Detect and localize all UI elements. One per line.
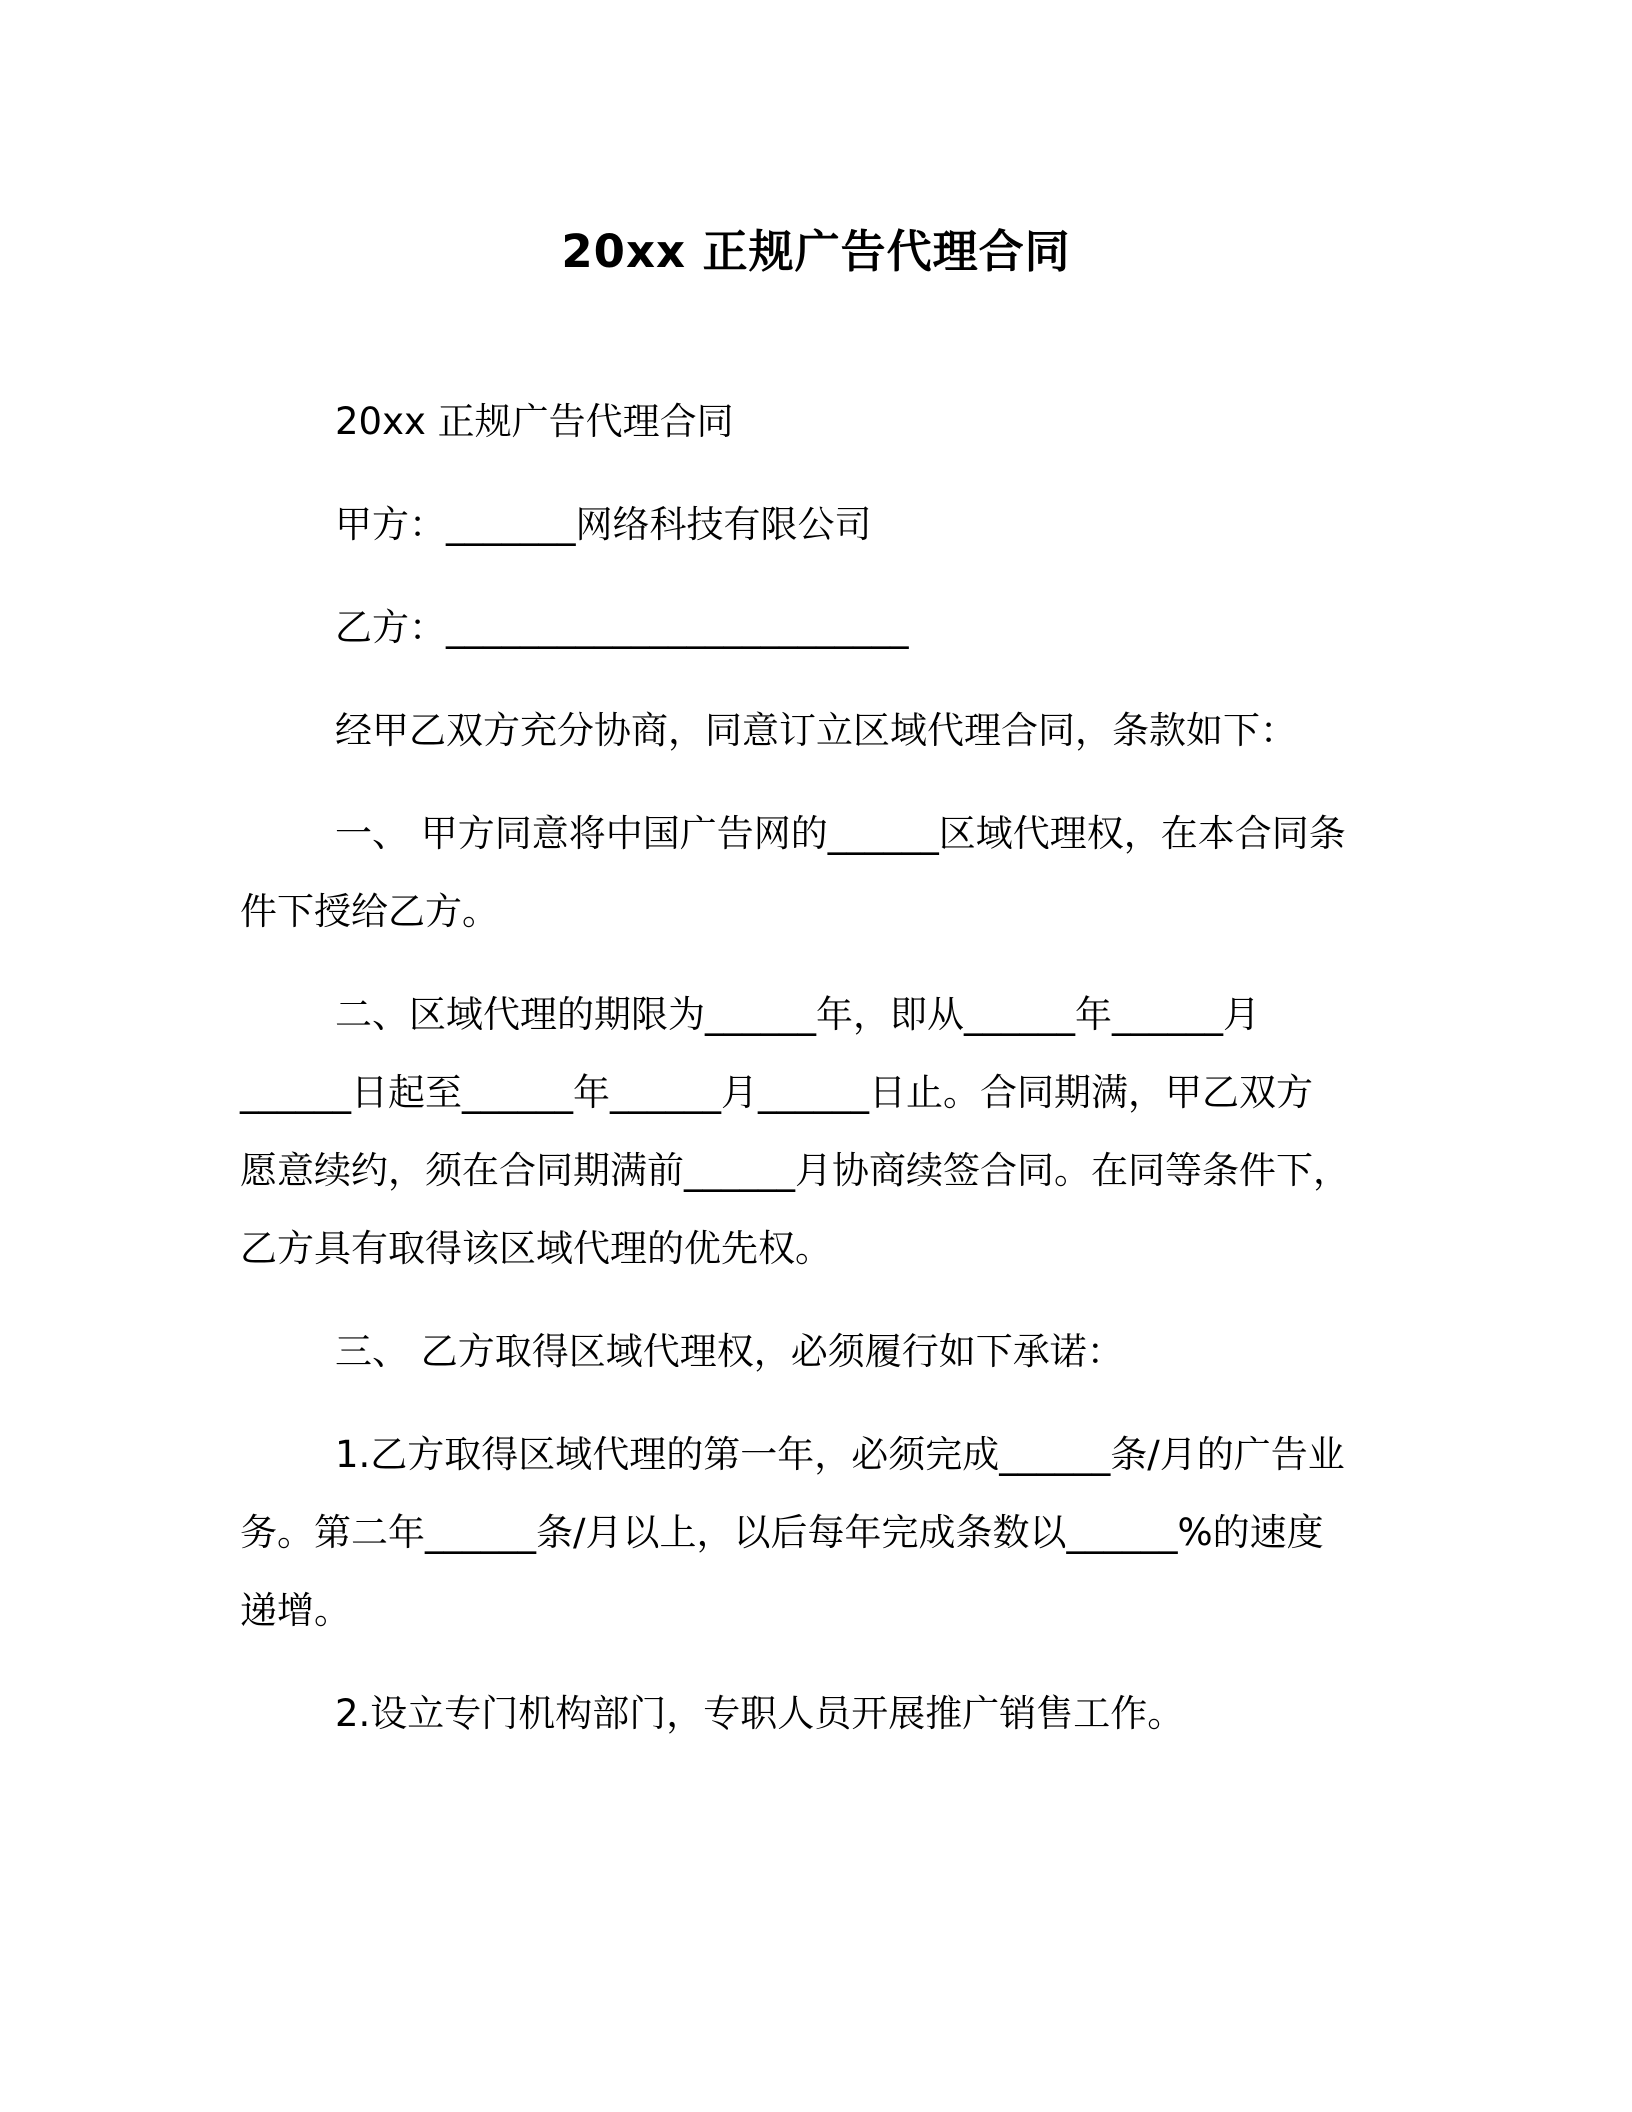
clause-2-line-2: ______日起至______年______月______日止。合同期满，甲乙双方 — [240, 1071, 1313, 1114]
intro-paragraph: 经甲乙双方充分协商，同意订立区域代理合同，条款如下： — [335, 709, 1297, 752]
clause-1-line-1: 一、 甲方同意将中国广告网的______区域代理权，在本合同条 — [335, 812, 1346, 855]
clause-2-line-3: 愿意续约，须在合同期满前______月协商续签合同。在同等条件下， — [240, 1149, 1350, 1192]
document-title: 20xx 正规广告代理合同 — [561, 225, 1071, 278]
clause-2-line-4: 乙方具有取得该区域代理的优先权。 — [240, 1227, 832, 1270]
clause-3-heading: 三、 乙方取得区域代理权，必须履行如下承诺： — [335, 1330, 1124, 1373]
party-b-line: 乙方：_________________________ — [335, 606, 909, 649]
clause-2-line-1: 二、区域代理的期限为______年，即从______年______月 — [335, 993, 1260, 1036]
item-1-line-1: 1.乙方取得区域代理的第一年，必须完成______条/月的广告业 — [335, 1433, 1345, 1476]
clause-1-line-2: 件下授给乙方。 — [240, 890, 499, 933]
item-1-line-2: 务。第二年______条/月以上，以后每年完成条数以______%的速度 — [240, 1511, 1324, 1554]
contract-subtitle: 20xx 正规广告代理合同 — [335, 400, 734, 443]
item-1-line-3: 递增。 — [240, 1589, 351, 1632]
party-a-line: 甲方：_______网络科技有限公司 — [335, 503, 872, 546]
item-2-line: 2.设立专门机构部门，专职人员开展推广销售工作。 — [335, 1692, 1185, 1735]
